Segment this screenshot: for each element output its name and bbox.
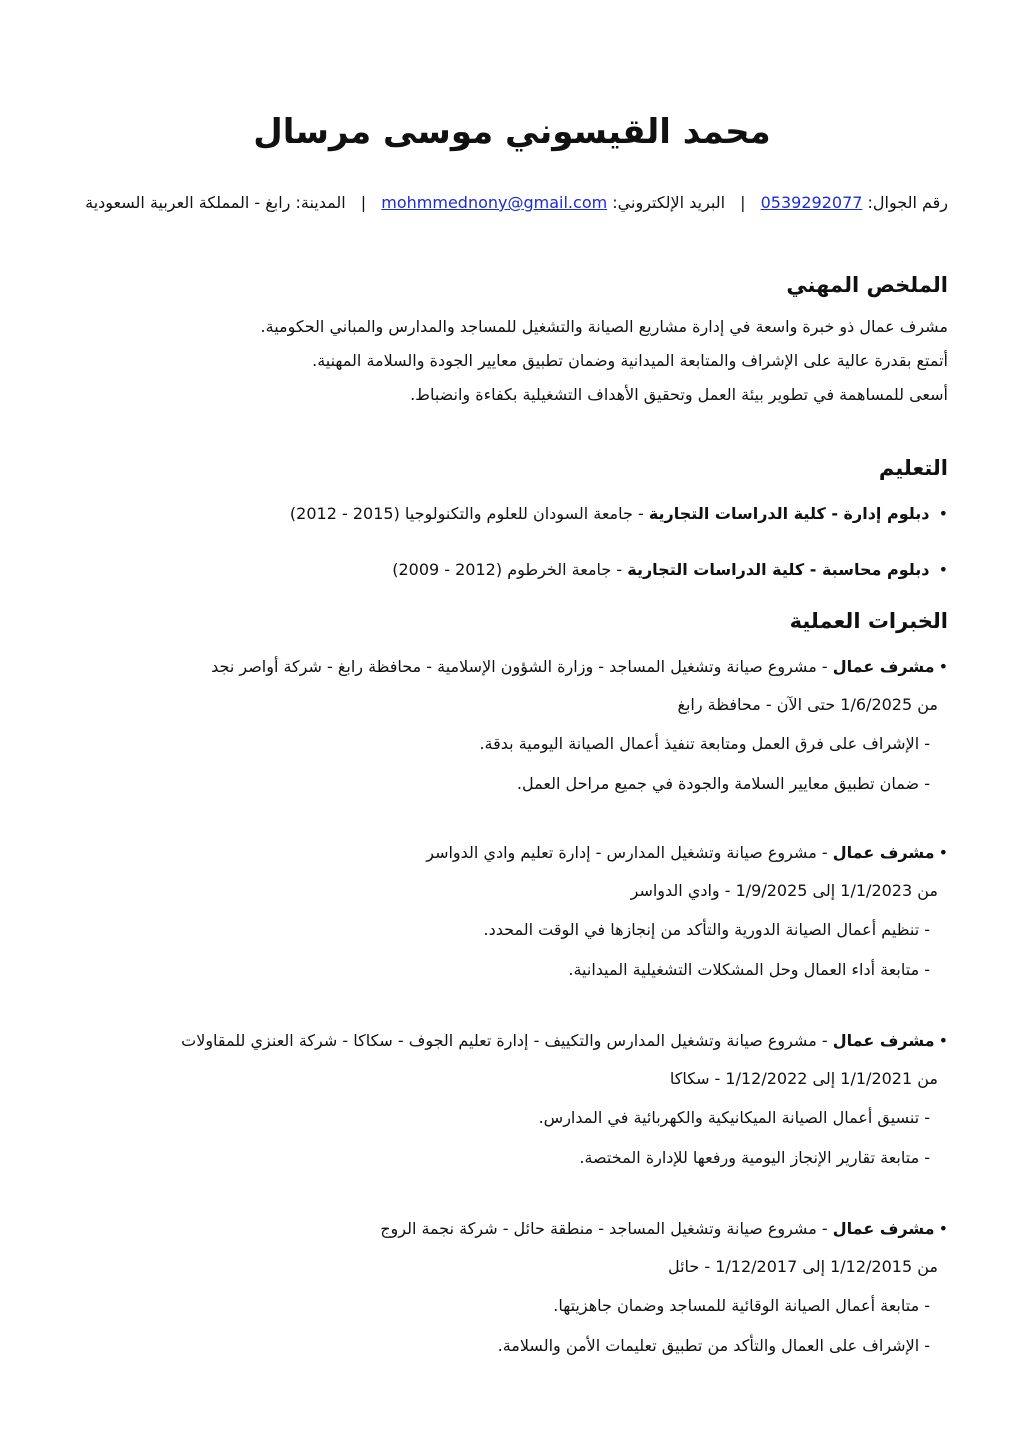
job-entry: •مشرف عمال - مشروع صيانة وتشغيل المساجد - وزارة الشؤون الإسلامية - محافظة رابغ - شركة أواصر نجد من 1/6/2025 حتى الآن - محافظة رابغ - الإشراف على فرق العمل ومتابعة تنفيذ أعمال الصيانة اليومية بدقة. - ضمان تطبيق معايير السلامة والجودة في جميع مراحل العمل.	[68, 648, 948, 804]
job-task: - الإشراف على العمال والتأكد من تطبيق تعليمات الأمن والسلامة.	[497, 1336, 930, 1355]
email-link[interactable]: mohmmednony@gmail.com	[381, 193, 608, 212]
job-task: - متابعة أداء العمال وحل المشكلات التشغيلية الميدانية.	[568, 960, 930, 979]
job-task: - ضمان تطبيق معايير السلامة والجودة في جميع مراحل العمل.	[516, 774, 930, 793]
phone-link[interactable]: 0539292077	[760, 193, 863, 212]
job-role: مشرف عمال	[832, 657, 935, 676]
job-description: - مشروع صيانة وتشغيل المساجد - منطقة حائل - شركة نجمة الروج	[380, 1219, 828, 1238]
job-period: من 1/1/2023 إلى 1/9/2025 - وادي الدواسر	[630, 881, 938, 900]
job-description: - مشروع صيانة وتشغيل المدارس والتكييف - إدارة تعليم الجوف - سكاكا - شركة العنزي للمقاولات	[181, 1031, 828, 1050]
job-entry: •مشرف عمال - مشروع صيانة وتشغيل المدارس والتكييف - إدارة تعليم الجوف - سكاكا - شركة العنزي للمقاولات من 1/1/2021 إلى 1/12/2022 - سكاكا - تنسيق أعمال الصيانة الميكانيكية والكهربائية في المدارس. - متابعة تقارير الإنجاز اليومية ورفعها للإدارة المختصة.	[68, 1022, 948, 1178]
job-period: من 1/12/2015 إلى 1/12/2017 - حائل	[667, 1257, 938, 1276]
education-item: • دبلوم محاسبة - كلية الدراسات التجارية - جامعة الخرطوم (2012 - 2009)	[392, 560, 948, 579]
job-description: - مشروع صيانة وتشغيل المساجد - وزارة الشؤون الإسلامية - محافظة رابغ - شركة أواصر نجد	[211, 657, 828, 676]
education-degree: دبلوم إدارة - كلية الدراسات التجارية	[648, 504, 930, 523]
experience-heading: الخبرات العملية	[789, 609, 948, 633]
education-item: • دبلوم إدارة - كلية الدراسات التجارية - جامعة السودان للعلوم والتكنولوجيا (2015 - 2012)	[289, 504, 948, 523]
summary-section	[68, 310, 948, 412]
job-task: - الإشراف على فرق العمل ومتابعة تنفيذ أعمال الصيانة اليومية بدقة.	[479, 734, 930, 753]
candidate-name: محمد القيسوني موسى مرسال	[253, 112, 771, 152]
summary-heading: الملخص المهني	[786, 273, 948, 297]
education-school: - جامعة الخرطوم	[507, 560, 623, 579]
phone-label: رقم الجوال:	[867, 193, 948, 212]
summary-line: أتمتع بقدرة عالية على الإشراف والمتابعة الميدانية وضمان تطبيق معايير الجودة والسلامة المهنية.	[312, 351, 948, 370]
city-value: رابغ - المملكة العربية السعودية	[85, 193, 291, 212]
contact-info: رقم الجوال: 0539292077 | البريد الإلكتروني: mohmmednony@gmail.com | المدينة: رابغ - المملكة العربية السعودية	[85, 193, 948, 212]
job-role: مشرف عمال	[832, 843, 935, 862]
job-period: من 1/1/2021 إلى 1/12/2022 - سكاكا	[669, 1069, 938, 1088]
job-description: - مشروع صيانة وتشغيل المدارس - إدارة تعليم وادي الدواسر	[426, 843, 828, 862]
education-heading: التعليم	[878, 456, 948, 480]
education-degree: دبلوم محاسبة - كلية الدراسات التجارية	[627, 560, 930, 579]
job-role: مشرف عمال	[832, 1219, 935, 1238]
job-task: - متابعة أعمال الصيانة الوقائية للمساجد وضمان جاهزيتها.	[553, 1296, 930, 1315]
job-role: مشرف عمال	[832, 1031, 935, 1050]
city-label: المدينة:	[295, 193, 346, 212]
summary-line: مشرف عمال ذو خبرة واسعة في إدارة مشاريع الصيانة والتشغيل للمساجد والمدارس والمباني الحكومية.	[260, 317, 948, 336]
job-entry: •مشرف عمال - مشروع صيانة وتشغيل المدارس - إدارة تعليم وادي الدواسر من 1/1/2023 إلى 1/9/2025 - وادي الدواسر - تنظيم أعمال الصيانة الدورية والتأكد من إنجازها في الوقت المحدد. - متابعة أداء العمال وحل المشكلات التشغيلية الميدانية.	[68, 834, 948, 990]
job-entry: •مشرف عمال - مشروع صيانة وتشغيل المساجد - منطقة حائل - شركة نجمة الروج من 1/12/2015 إلى 1/12/2017 - حائل - متابعة أعمال الصيانة الوقائية للمساجد وضمان جاهزيتها. - الإشراف على العمال والتأكد من تطبيق تعليمات الأمن والسلامة.	[68, 1210, 948, 1366]
job-task: - تنظيم أعمال الصيانة الدورية والتأكد من إنجازها في الوقت المحدد.	[483, 920, 930, 939]
summary-line: أسعى للمساهمة في تطوير بيئة العمل وتحقيق الأهداف التشغيلية بكفاءة وانضباط.	[410, 385, 948, 404]
job-task: - متابعة تقارير الإنجاز اليومية ورفعها للإدارة المختصة.	[579, 1148, 930, 1167]
education-years: (2015 - 2012)	[289, 504, 400, 523]
email-label: البريد الإلكتروني:	[612, 193, 726, 212]
education-school: - جامعة السودان للعلوم والتكنولوجيا	[404, 504, 644, 523]
education-years: (2012 - 2009)	[392, 560, 503, 579]
job-period: من 1/6/2025 حتى الآن - محافظة رابغ	[677, 695, 938, 714]
job-task: - تنسيق أعمال الصيانة الميكانيكية والكهربائية في المدارس.	[538, 1108, 930, 1127]
